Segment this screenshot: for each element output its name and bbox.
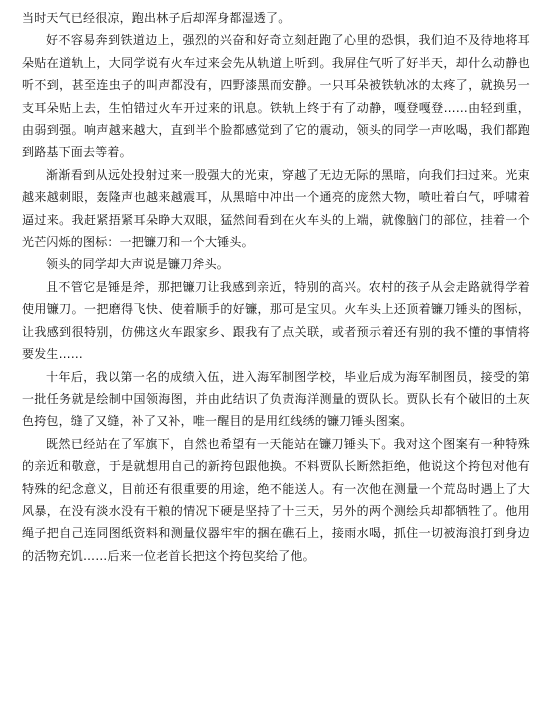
paragraph-3: 渐渐看到从远处投射过来一股强大的光束，穿越了无边无际的黑暗，向我们扫过来。光束越来越刺眼，轰隆声也越来越震耳，从黑暗中冲出一个通亮的庞然大物，喷吐着白气，呼啸着逼过来。我赶紧捂紧耳朵睁大双眼，猛然间看到在火车头的上端，就像脑门的部位，挂着一个光芒闪烁的图标：一把镰刀和一个大锤头。 bbox=[22, 167, 530, 250]
paragraph-4: 领头的同学却大声说是镰刀斧头。 bbox=[46, 257, 230, 272]
paragraph-6: 十年后，我以第一名的成绩入伍，进入海军制图学校，毕业后成为海军制图员，接受的第一批任务就是绘制中国领海图，并由此结识了负责海洋测量的贾队长。贾队长有个破旧的土灰色挎包，缝了又缝，补了又补，唯一醒目的是用红线绣的镰刀锤头图案。 bbox=[22, 369, 530, 429]
paragraph-2: 好不容易奔到铁道边上，强烈的兴奋和好奇立刻赶跑了心里的恐惧，我们迫不及待地将耳朵贴在道轨上，大同学说有火车过来会先从轨道上听到。我屏住气听了好半天，却什么动静也听不到，甚至连虫子的叫声都没有，四野漆黑而安静。一只耳朵被铁轨冰的太疼了，就换另一支耳朵贴上去，生怕错过火车开过来的讯息。铁轨上终于有了动静，嘎登嘎登……由轻到重，由弱到强。响声越来越大，直到半个脸都感觉到了它的震动，领头的同学一声吆喝，我们都跑到路基下面去等着。 bbox=[22, 33, 530, 160]
paragraph-7: 既然已经站在了军旗下，自然也希望有一天能站在镰刀锤头下。我对这个图案有一种特殊的亲近和敬意，于是就想用自己的新挎包跟他换。不料贾队长断然拒绝，他说这个挎包对他有特殊的纪念意义，目前还有很重要的用途，绝不能送人。有一次他在测量一个荒岛时遇上了大风暴，在没有淡水没有干粮的情况下硬是坚持了十三天，另外的两个测绘兵却都牺牲了。他用绳子把自己连同图纸资料和测量仪器牢牢的捆在礁石上，接雨水喝，抓住一切被海浪打到身边的活物充饥……后来一位老首长把这个挎包奖给了他。 bbox=[22, 436, 530, 563]
paragraph-5: 且不管它是锤是斧，那把镰刀让我感到亲近，特别的高兴。农村的孩子从会走路就得学着使用镰刀。一把磨得飞快、使着顺手的好镰，那可是宝贝。火车头上还顶着镰刀锤头的图标，让我感到很特别，仿佛这火车跟家乡、跟我有了点关联，或者预示着还有别的我不懂的事情将要发生…… bbox=[22, 279, 530, 362]
paragraph-1: 当时天气已经很凉，跑出林子后却浑身都湿透了。 bbox=[22, 11, 291, 25]
